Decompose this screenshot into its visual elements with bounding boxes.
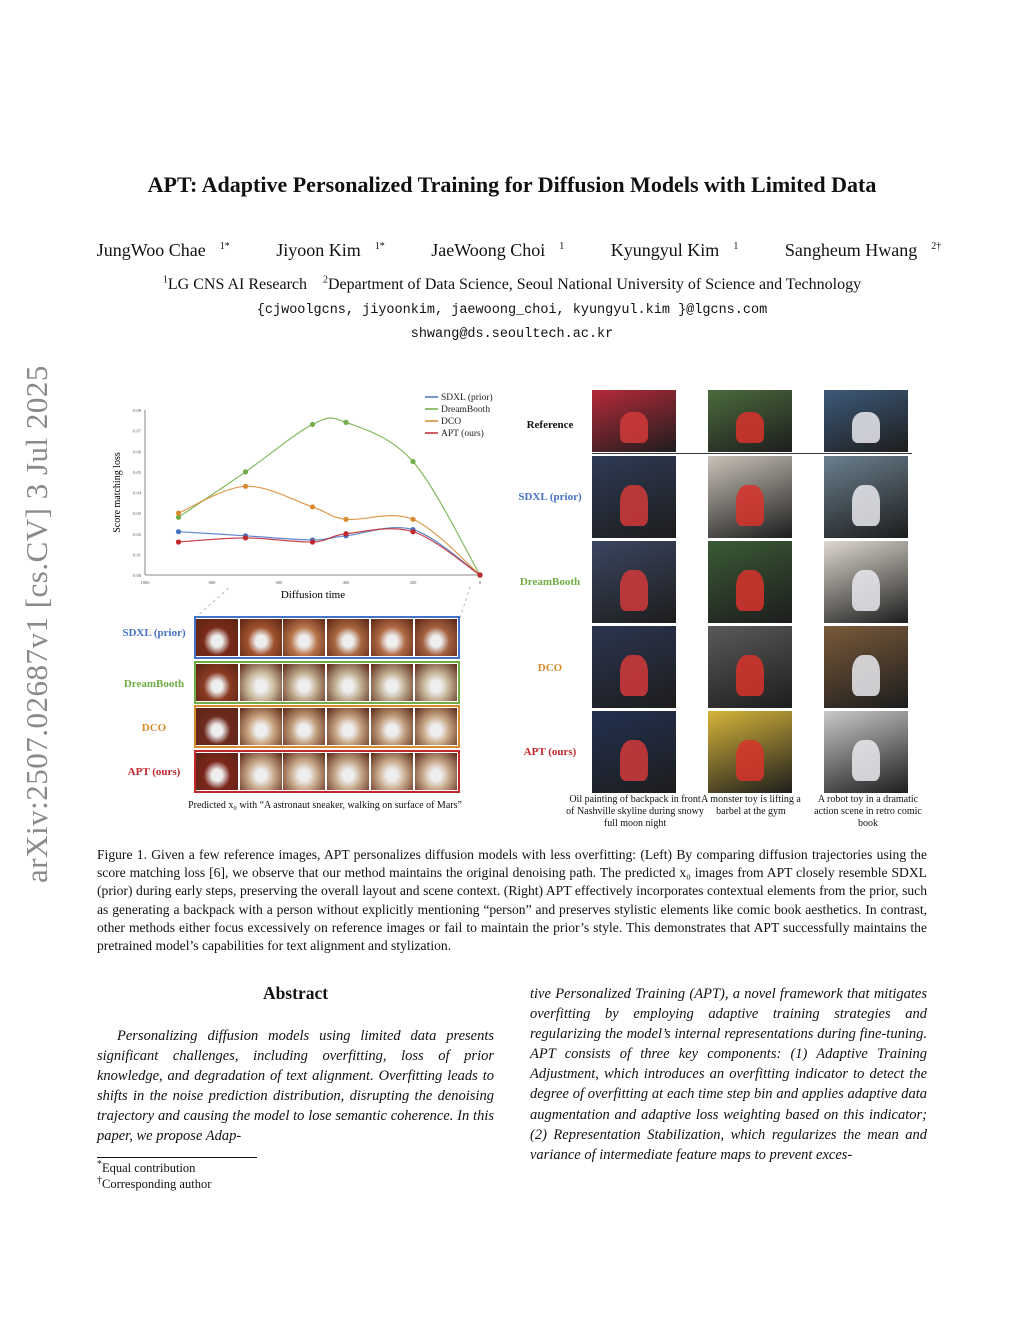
y-tick-label: 0.00 [133, 573, 141, 578]
legend-entry: SDXL (prior) [441, 393, 493, 403]
reference-image [824, 390, 908, 452]
sneaker-image [196, 619, 238, 656]
row-label-sdxl-right: SDXL (prior) [518, 491, 582, 503]
data-point [243, 469, 248, 474]
series-line-dco [179, 486, 481, 575]
generated-image [592, 541, 676, 623]
sneaker-image [240, 619, 282, 656]
generated-image [708, 711, 792, 793]
generated-image [592, 456, 676, 538]
generated-image [708, 541, 792, 623]
right-caption-backpack: Oil painting of backpack in front of Nashville skyline during snowy full moon night [566, 794, 704, 829]
generated-image [824, 456, 908, 538]
sneaker-image [415, 664, 457, 701]
chart-xlabel: Diffusion time [280, 589, 346, 601]
data-point [310, 504, 315, 509]
footnotes: *Equal contribution †Corresponding author [97, 1158, 212, 1191]
legend-entry: DCO [441, 417, 462, 427]
y-tick-label: 0.02 [133, 531, 141, 537]
row-label-apt-right: APT (ours) [523, 746, 577, 758]
sneaker-image [283, 664, 325, 701]
generated-image [824, 626, 908, 708]
sneaker-image [240, 664, 282, 701]
data-point [310, 422, 315, 427]
legend-entry: DreamBooth [441, 405, 491, 415]
data-point [243, 535, 248, 540]
reference-divider [592, 453, 912, 454]
series-line-dreambooth [179, 418, 481, 575]
author-list [60, 240, 964, 261]
x-tick-label: 1000 [140, 580, 150, 585]
subject-shape [852, 412, 880, 443]
y-tick-label: 0.06 [133, 449, 141, 455]
subject-shape [736, 412, 764, 443]
data-point [176, 539, 181, 544]
email-line-1: {cjwoolgcns, jiyoonkim, jaewoong_choi, kyungyul.kim }@lgcns.com [256, 303, 768, 318]
author: JaeWoong Choi $^1$ [431, 240, 565, 260]
reference-image [592, 390, 676, 452]
series-line-sdxl-prior- [179, 528, 481, 575]
data-point [410, 517, 415, 522]
subject-shape [620, 412, 648, 443]
x-tick-label: 0 [478, 580, 482, 585]
comparison-image-grid [592, 390, 912, 795]
data-point [310, 539, 315, 544]
sneaker-image [371, 619, 413, 656]
subject-shape [620, 570, 648, 611]
sneaker-image [240, 753, 282, 790]
y-tick-label: 0.08 [133, 408, 141, 413]
subject-shape [852, 570, 880, 611]
data-point [477, 572, 482, 577]
row-label-dco-right: DCO [537, 662, 563, 674]
score-loss-chart [105, 385, 505, 605]
sneaker-image [327, 708, 369, 745]
footnote-rule [97, 1157, 257, 1158]
sneaker-image [240, 708, 282, 745]
affiliations: $^1$LG CNS AI Research $^2$Department of Data Science, Seoul National University of Science and Technology [162, 274, 862, 293]
generated-image [708, 626, 792, 708]
generated-image [592, 711, 676, 793]
generated-image [824, 711, 908, 793]
sneaker-image [283, 753, 325, 790]
generated-image [592, 626, 676, 708]
sneaker-image [415, 753, 457, 790]
right-caption-monster: A monster toy is lifting a barbel at the gym [701, 794, 801, 817]
sneaker-image [196, 708, 238, 745]
sneaker-image [196, 664, 238, 701]
subject-shape [736, 740, 764, 781]
sneaker-row [194, 616, 460, 659]
generated-image [708, 456, 792, 538]
sneaker-image [327, 619, 369, 656]
series-line-apt-ours- [179, 529, 481, 575]
data-point [343, 420, 348, 425]
chart-ylabel: Score matching loss [112, 452, 123, 533]
subject-shape [736, 655, 764, 696]
y-tick-label: 0.03 [133, 511, 141, 517]
legend-entry: APT (ours) [441, 429, 484, 439]
subject-shape [852, 485, 880, 526]
data-point [176, 529, 181, 534]
sneaker-image [415, 619, 457, 656]
sneaker-image [371, 708, 413, 745]
row-label-apt: APT (ours) [127, 766, 181, 778]
subject-shape [620, 740, 648, 781]
generated-image [824, 541, 908, 623]
sneaker-image [327, 664, 369, 701]
figure-caption: Figure 1. Given a few reference images, APT personalizes diffusion models with less overfitting: (Left) By comparing diffusion trajectories using the score matching loss [6], we observe that our method maintains the original denoising path. The predicted x₀ images from APT closely resemble SDXL (prior) during early steps, preserving the overall layout and scene context. (Right) APT effectively incorporates contextual elements from the prior, such as generating a backpack with a person without explicitly mentioning “person” and preserves stylistic elements like comic book aesthetics. In contrast, other methods either focus excessively on reference images or fail to maintain the prior’s style. This demonstrates that APT successfully maintains the pretrained model’s capabilities for text alignment and stylization. [97, 847, 927, 954]
row-label-dco: DCO [141, 722, 167, 734]
sneaker-row [194, 705, 460, 748]
sneaker-image [283, 619, 325, 656]
data-point [176, 511, 181, 516]
x-tick-label: 600 [275, 580, 283, 585]
data-point [410, 459, 415, 464]
paper-title: APT: Adaptive Personalized Training for Diffusion Models with Limited Data [147, 172, 877, 197]
email-line-2: shwang@ds.seoultech.ac.kr [410, 327, 614, 342]
chart-legend [425, 392, 493, 439]
author: JungWoo Chae $^{1*}$ [96, 240, 230, 260]
data-point [243, 484, 248, 489]
x-tick-label: 200 [409, 580, 417, 585]
subject-shape [852, 655, 880, 696]
sneaker-image [327, 753, 369, 790]
sneaker-image [283, 708, 325, 745]
subject-shape [620, 485, 648, 526]
arxiv-stamp: arXiv:2507.02687v1 [cs.CV] 3 Jul 2025 [19, 365, 54, 883]
author: Sangheum Hwang $^{2\dagger}$ [784, 240, 942, 260]
abstract-column-2: tive Personalized Training (APT), a novel framework that mitigates overfitting by employing adaptive training strategies and regularizing the model’s internal representations during fine-tuning. APT consists of three key components: (1) Adaptive Training Adjustment, which introduces an overfitting indicator to detect the degree of overfitting at each time step bin and applies adaptive data augmentation and adaptive loss weighting based on this indicator; (2) Representation Stabilization, which regularizes the mean and variance of intermediate feature maps to prevent exces- [530, 986, 927, 1163]
row-label-dreambooth: DreamBooth [123, 678, 185, 690]
sneaker-image [196, 753, 238, 790]
sneaker-row [194, 661, 460, 704]
sneaker-image [415, 708, 457, 745]
x-tick-label: 400 [342, 580, 350, 585]
y-tick-label: 0.07 [133, 428, 141, 434]
y-tick-label: 0.05 [133, 469, 141, 475]
chart-series [176, 418, 483, 578]
subject-shape [852, 740, 880, 781]
x-tick-label: 800 [208, 580, 216, 585]
author: Jiyoon Kim $^{1*}$ [276, 240, 385, 260]
abstract-column-1: Personalizing diffusion models using limited data presents significant challenges, including overfitting, loss of prior knowledge, and degradation of text alignment. Overfitting leads to shifts in the noise prediction distribution, disrupting the denoising trajectory and causing the model to lose semantic coherence. In this paper, we propose Adap- [97, 1028, 494, 1145]
data-point [343, 517, 348, 522]
row-label-reference: Reference [526, 419, 574, 431]
sneaker-image-grid [194, 616, 462, 794]
data-point [410, 529, 415, 534]
subject-shape [736, 570, 764, 611]
left-figure-caption: Predicted x₀ with “A astronaut sneaker, walking on surface of Mars” [188, 800, 462, 811]
row-label-sdxl: SDXL (prior) [122, 627, 186, 639]
chart-axes [133, 408, 482, 585]
y-tick-label: 0.01 [133, 552, 141, 558]
right-caption-robot: A robot toy in a dramatic action scene in retro comic book [814, 794, 922, 829]
zoom-connector [190, 585, 480, 620]
author: Kyungyul Kim $^1$ [610, 240, 739, 260]
reference-image [708, 390, 792, 452]
sneaker-image [371, 753, 413, 790]
subject-shape [620, 655, 648, 696]
abstract-heading: Abstract [262, 983, 329, 1003]
subject-shape [736, 485, 764, 526]
sneaker-row [194, 750, 460, 793]
row-label-dreambooth-right: DreamBooth [519, 576, 581, 588]
y-tick-label: 0.04 [133, 490, 141, 496]
data-point [343, 531, 348, 536]
sneaker-image [371, 664, 413, 701]
